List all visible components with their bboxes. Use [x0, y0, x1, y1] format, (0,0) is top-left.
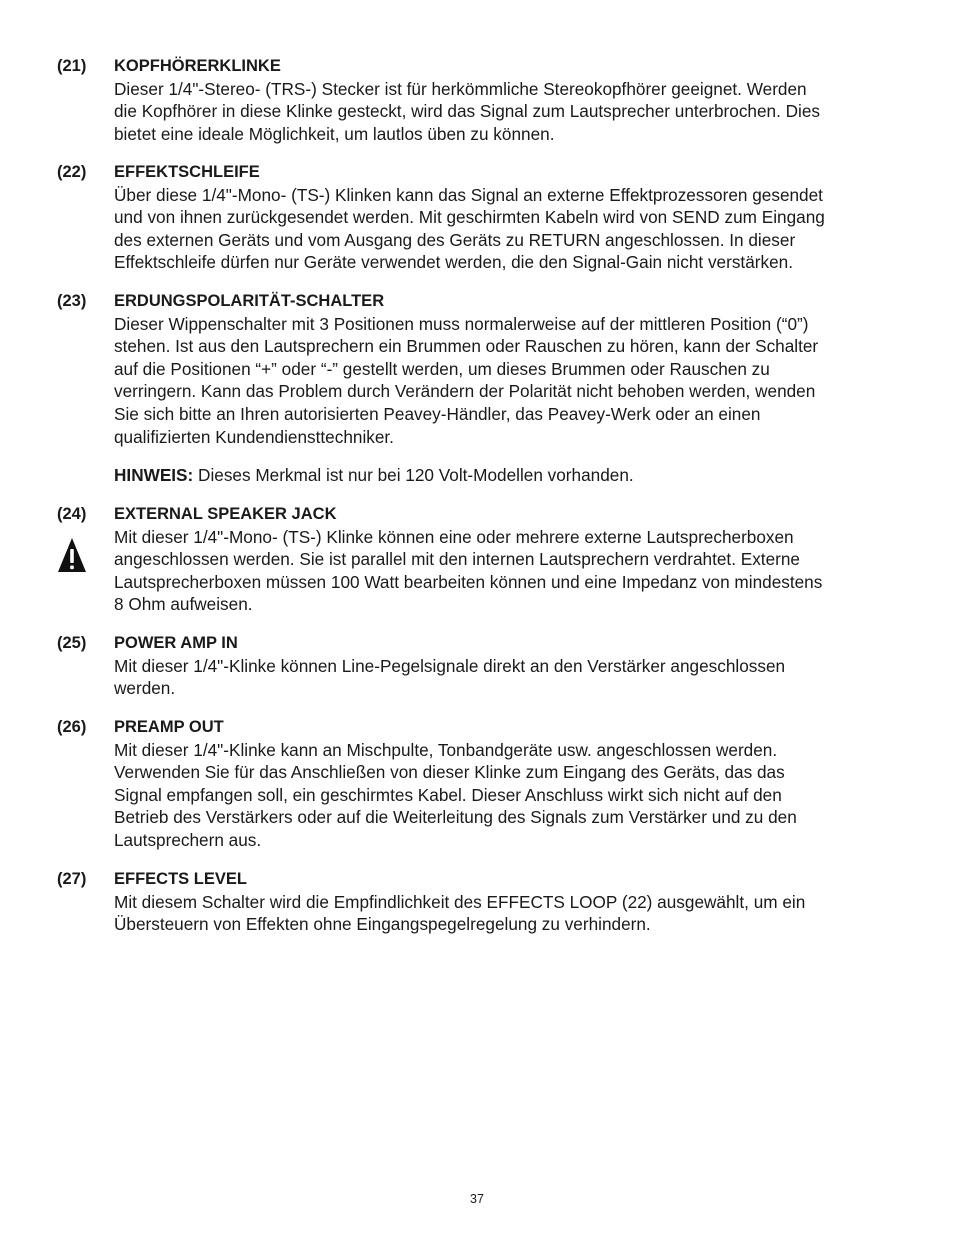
section-title: ERDUNGSPOLARITÄT-SCHALTER [114, 292, 385, 310]
section-body [114, 868, 904, 936]
text-line: Übersteuern von Effekten ohne Eingangspegelregelung zu verhindern. [114, 914, 651, 935]
text-line: Mit dieser 1/4"-Klinke können Line-Pegelsignale direkt an den Verstärker angeschlossen [114, 655, 786, 676]
section-title: POWER AMP IN [114, 634, 238, 652]
text-line: Dieser 1/4"-Stereo- (TRS-) Stecker ist für herkömmliche Stereokopfhörer geeignet. Werden [114, 78, 807, 99]
note [114, 464, 904, 487]
text-line: Über diese 1/4"-Mono- (TS-) Klinken kann das Signal an externe Effektprozessoren gesendet [114, 184, 823, 205]
note-label: HINWEIS: [114, 465, 194, 486]
text-line: Effektschleife dürfen nur Geräte verwendet werden, die den Signal-Gain nicht verstärken. [114, 252, 793, 273]
text-line: Signal empfangen soll, ein geschirmtes Kabel. Dieser Anschluss wirkt sich nicht auf den [114, 784, 782, 805]
section-title: EFFEKTSCHLEIFE [114, 163, 260, 181]
section-body [114, 55, 904, 145]
text-line: bietet eine ideale Möglichkeit, um lautlos üben zu können. [114, 123, 555, 144]
section-title: EFFECTS LEVEL [114, 870, 247, 888]
text-line: Sie sich bitte an Ihren autorisierten Peavey-Händler, das Peavey-Werk oder an einen [114, 403, 761, 424]
section-body [114, 503, 904, 616]
section-body [114, 632, 904, 700]
text-line: Betrieb des Verstärkers oder auf die Weiterleitung des Signals zum Verstärker und zu den [114, 807, 797, 828]
text-line: die Kopfhörer in diese Klinke gesteckt, wird das Signal zum Lautsprecher unterbrochen. Dies [114, 101, 821, 122]
page-number: 37 [470, 1192, 484, 1206]
text-line: stehen. Ist aus den Lautsprechern ein Brummen oder Rauschen zu hören, kann der Schalter [114, 336, 819, 357]
section-number: (21) [57, 57, 87, 75]
section-body [114, 161, 904, 274]
section-number: (24) [57, 505, 87, 523]
text-line: angeschlossen werden. Sie ist parallel mit den internen Lautsprechern verdrahtet. Externe [114, 549, 800, 570]
text-line: Dieser Wippenschalter mit 3 Positionen muss normalerweise auf der mittleren Position (“0”) [114, 313, 809, 334]
section-number: (22) [57, 163, 87, 181]
section-number: (26) [57, 718, 87, 736]
section-body [114, 290, 904, 487]
text-line: 8 Ohm aufweisen. [114, 594, 253, 615]
section-title: KOPFHÖRERKLINKE [114, 57, 281, 75]
section-number: (27) [57, 870, 87, 888]
text-line: Lautsprecherboxen müssen 100 Watt bearbeiten können und eine Impedanz von mindestens [114, 571, 823, 592]
text-line: Lautsprechern aus. [114, 829, 262, 850]
text-line: Mit dieser 1/4"-Mono- (TS-) Klinke können eine oder mehrere externe Lautsprecherboxen [114, 526, 794, 547]
section-number: (25) [57, 634, 87, 652]
text-line: qualifizierten Kundendiensttechniker. [114, 426, 394, 447]
section-title: PREAMP OUT [114, 718, 224, 736]
warning-triangle-icon [57, 536, 87, 574]
section-body [114, 716, 904, 852]
text-line: Mit dieser 1/4"-Klinke kann an Mischpulte, Tonbandgeräte usw. angeschlossen werden. [114, 739, 778, 760]
text-line: Verwenden Sie für das Anschließen von dieser Klinke zum Eingang des Geräts, das das [114, 762, 785, 783]
text-line: verringern. Kann das Problem durch Verändern der Polarität nicht behoben werden, wenden [114, 381, 816, 402]
text-line: des externen Geräts und vom Ausgang des Geräts zu RETURN angeschlossen. In dieser [114, 229, 796, 250]
text-line: Mit diesem Schalter wird die Empfindlichkeit des EFFECTS LOOP (22) ausgewählt, um ein [114, 891, 806, 912]
section-title: EXTERNAL SPEAKER JACK [114, 505, 337, 523]
text-line: und von ihnen zurückgesendet werden. Mit geschirmten Kabeln wird von SEND zum Eingang [114, 207, 825, 228]
section-number: (23) [57, 292, 87, 310]
text-line: auf die Positionen “+” oder “-” gestellt werden, um dieses Brummen oder Rauschen zu [114, 358, 770, 379]
text-line: werden. [114, 678, 176, 699]
note-text: Dieses Merkmal ist nur bei 120 Volt-Modellen vorhanden. [193, 465, 634, 486]
